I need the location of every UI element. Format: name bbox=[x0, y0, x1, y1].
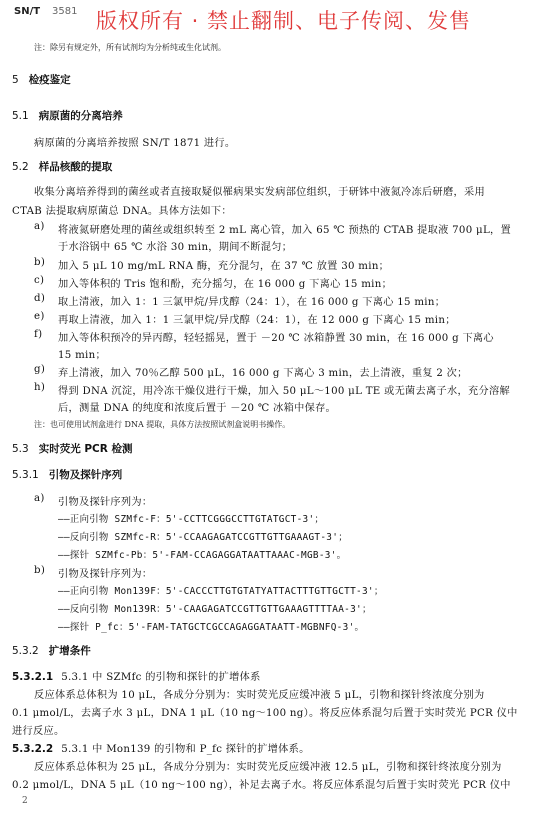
probe-sequence: ——探针 SZMfc-Pb：5'-FAM-CCAGAGGATAATTAAAC-MGB-3'。 bbox=[58, 550, 347, 561]
paragraph-line: 0.1 μmol/L，去离子水 3 μL，DNA 1 μL（10 ng～100 ng）。将反应体系混匀后置于实时荧光 PCR 仪中 bbox=[12, 708, 518, 719]
section-number: 5.3 bbox=[12, 443, 29, 455]
list-item-text: 得到 DNA 沉淀，用冷冻干燥仪进行干燥，加入 50 μL～100 μL TE 或无菌去离子水，充分溶解 bbox=[58, 386, 510, 397]
list-item-label: g) bbox=[34, 364, 46, 375]
primer-sequence: ——正向引物 Mon139F：5'-CACCCTTGTGTATYATTACTTTGTTGCTT-3'； bbox=[58, 586, 384, 597]
list-item-text: 引物及探针序列为： bbox=[58, 569, 153, 580]
watermark-banner: 版权所有 · 禁止翻制、电子传阅、发售 bbox=[96, 9, 472, 33]
standard-number: 3581 bbox=[52, 6, 78, 17]
list-item-label: d) bbox=[34, 293, 46, 304]
paragraph-line: 反应体系总体积为 10 μL，各成分分别为：实时荧光反应缓冲液 5 μL，引物和探针终浓度分别为 bbox=[34, 690, 485, 701]
reagent-note: 注：除另有规定外，所有试剂均为分析纯或生化试剂。 bbox=[34, 43, 226, 52]
section-5-2-heading bbox=[12, 159, 112, 174]
list-item-label: b) bbox=[34, 565, 46, 576]
list-item-label: a) bbox=[34, 493, 45, 504]
section-title: 检疫鉴定 bbox=[28, 74, 71, 86]
paragraph-line: CTAB 法提取病原菌总 DNA。具体方法如下： bbox=[12, 206, 232, 217]
section-number: 5.2 bbox=[12, 161, 29, 173]
paragraph-line: 0.2 μmol/L，DNA 5 μL（10 ng～100 ng），补足去离子水。将反应体系混匀后置于实时荧光 PCR 仪中 bbox=[12, 780, 511, 791]
list-item-text: 引物及探针序列为： bbox=[58, 497, 153, 508]
section-title: 引物及探针序列 bbox=[48, 469, 123, 481]
clause-title: 5.3.1 中 Mon139 的引物和 P_fc 探针的扩增体系。 bbox=[61, 744, 310, 755]
standard-code: SN/T bbox=[14, 6, 41, 17]
clause-number: 5.3.2.2 bbox=[12, 743, 54, 755]
section-title: 样品核酸的提取 bbox=[38, 161, 113, 173]
section-title: 扩增条件 bbox=[48, 645, 91, 657]
probe-sequence: ——探针 P_fc：5'-FAM-TATGCTCGCCAGAGGATAATT-MGBNFQ-3'。 bbox=[58, 622, 365, 633]
list-item-text: 加入等体积的 Tris 饱和酚，充分摇匀，在 16 000 g 下离心 15 min； bbox=[58, 279, 393, 290]
paragraph-line: 进行反应。 bbox=[12, 726, 65, 737]
section-number: 5.3.1 bbox=[12, 469, 39, 481]
list-item-label: e) bbox=[34, 311, 45, 322]
paragraph-line: 反应体系总体积为 25 μL，各成分分别为：实时荧光反应缓冲液 12.5 μL，引物和探针终浓度分别为 bbox=[34, 762, 502, 773]
clause-5-3-2-2 bbox=[12, 740, 310, 755]
primer-sequence: ——反向引物 Mon139R：5'-CAAGAGATCCGTTGTTGAAAGTTTTAA-3'； bbox=[58, 604, 372, 615]
paragraph: 病原菌的分离培养按照 SN/T 1871 进行。 bbox=[34, 138, 236, 149]
primer-sequence: ——反向引物 SZMfc-R：5'-CCAAGAGATCCGTTGTTGAAAGT-3'； bbox=[58, 532, 348, 543]
section-number: 5.1 bbox=[12, 110, 29, 122]
list-item-text: 加入等体积预冷的异丙醇，轻轻摇晃，置于 －20 ℃ 冰箱静置 30 min，在 16 000 g 下离心 bbox=[58, 333, 494, 344]
section-5-3-heading bbox=[12, 441, 133, 456]
section-5-heading bbox=[12, 72, 71, 87]
clause-5-3-2-1 bbox=[12, 668, 261, 683]
section-number: 5.3.2 bbox=[12, 645, 39, 657]
list-item-label: b) bbox=[34, 257, 46, 268]
paragraph-line: 收集分离培养得到的菌丝或者直接取疑似罹病果实发病部位组织，于研钵中液氮冷冻后研磨，采用 bbox=[34, 187, 485, 198]
section-5-3-1-heading bbox=[12, 467, 122, 482]
list-item-text: 后，测量 DNA 的纯度和浓度后置于 －20 ℃ 冰箱中保存。 bbox=[58, 403, 337, 414]
list-item-text: 于水浴锅中 65 ℃ 水浴 30 min，期间不断混匀； bbox=[58, 242, 293, 253]
extraction-note: 注：也可使用试剂盒进行 DNA 提取，具体方法按照试剂盒说明书操作。 bbox=[34, 420, 291, 429]
list-item-text: 15 min； bbox=[58, 350, 106, 361]
section-5-3-2-heading bbox=[12, 643, 91, 658]
page-number: 2 bbox=[22, 796, 28, 806]
section-5-1-heading bbox=[12, 108, 123, 123]
list-item-text: 弃上清液，加入 70％乙醇 500 μL，16 000 g 下离心 3 min，去上清液，重复 2 次； bbox=[58, 368, 468, 379]
clause-title: 5.3.1 中 SZMfc 的引物和探针的扩增体系 bbox=[61, 672, 261, 683]
section-title: 实时荧光 PCR 检测 bbox=[38, 443, 133, 455]
list-item-label: a) bbox=[34, 221, 45, 232]
list-item-label: f) bbox=[34, 329, 43, 340]
list-item-label: h) bbox=[34, 382, 46, 393]
list-item-text: 将液氮研磨处理的菌丝或组织转至 2 mL 离心管，加入 65 ℃ 预热的 CTAB 提取液 700 μL，置 bbox=[58, 225, 511, 236]
list-item-text: 取上清液，加入 1：1 三氯甲烷/异戊醇（24：1），在 16 000 g 下离心 15 min； bbox=[58, 297, 446, 308]
primer-sequence: ——正向引物 SZMfc-F：5'-CCTTCGGGCCTTGTATGCT-3'； bbox=[58, 514, 325, 525]
clause-number: 5.3.2.1 bbox=[12, 671, 54, 683]
list-item-text: 加入 5 μL 10 mg/mL RNA 酶，充分混匀，在 37 ℃ 放置 30 min； bbox=[58, 261, 390, 272]
list-item-text: 再取上清液，加入 1：1 三氯甲烷/异戊醇（24：1），在 12 000 g 下离心 15 min； bbox=[58, 315, 456, 326]
section-title: 病原菌的分离培养 bbox=[38, 110, 123, 122]
list-item-label: c) bbox=[34, 275, 45, 286]
section-number: 5 bbox=[12, 74, 19, 86]
